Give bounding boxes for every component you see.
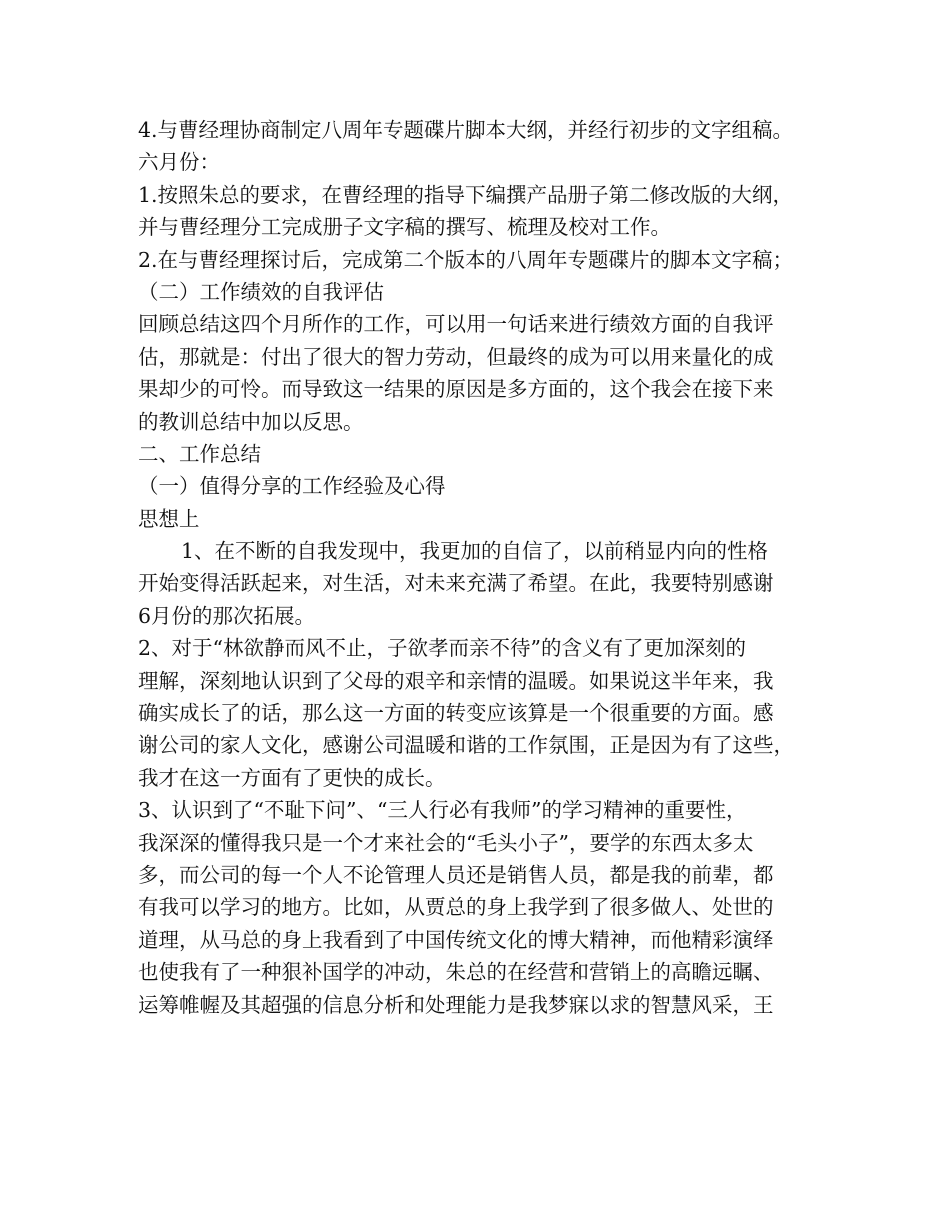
text-line: 理解，深刻地认识到了父母的艰辛和亲情的温暖。如果说这半年来，我 bbox=[138, 668, 774, 693]
text-line: 2.在与曹经理探讨后，完成第二个版本的八周年专题碟片的脚本文字稿； bbox=[138, 247, 794, 272]
text-line: 有我可以学习的地方。比如，从贾总的身上我学到了很多做人、处世的 bbox=[138, 895, 774, 920]
text-line: 开始变得活跃起来，对生活，对未来充满了希望。在此，我要特别感谢 bbox=[138, 571, 774, 596]
text-line: 我才在这一方面有了更快的成长。 bbox=[138, 765, 446, 790]
text-line: 我深深的懂得我只是一个才来社会的“毛头小子”，要学的东西太多太 bbox=[138, 830, 754, 855]
section-heading-june: 六月份： bbox=[138, 150, 220, 175]
text-line: 谢公司的家人文化，感谢公司温暖和谐的工作氛围，正是因为有了这些， bbox=[138, 733, 794, 758]
text-line: 4.与曹经理协商制定八周年专题碟片脚本大纲，并经行初步的文字组稿。 bbox=[138, 118, 794, 142]
text-line: 2、对于“林欲静而风不止，子欲孝而亲不待”的含义有了更加深刻的 bbox=[138, 636, 747, 661]
text-line: 并与曹经理分工完成册子文字稿的撰写、梳理及校对工作。 bbox=[138, 215, 671, 240]
text-line: 运筹帷幄及其超强的信息分析和处理能力是我梦寐以求的智慧风采，王 bbox=[138, 992, 774, 1017]
text-line: 确实成长了的话，那么这一方面的转变应该算是一个很重要的方面。感 bbox=[138, 701, 774, 726]
text-line: 3、认识到了“不耻下问”、“三人行必有我师”的学习精神的重要性， bbox=[138, 798, 747, 823]
text-line: 回顾总结这四个月所作的工作，可以用一句话来进行绩效方面的自我评 bbox=[138, 312, 774, 337]
text-line: 多，而公司的每一个人不论管理人员还是销售人员，都是我的前辈，都 bbox=[138, 862, 774, 887]
subsection-heading: （一）值得分享的工作经验及心得 bbox=[138, 474, 446, 499]
text-line-indented: 1、在不断的自我发现中，我更加的自信了，以前稍显内向的性格 bbox=[181, 539, 769, 564]
text-line: 也使我有了一种狠补国学的冲动，朱总的在经营和营销上的高瞻远瞩、 bbox=[138, 960, 774, 985]
section-heading: 二、工作总结 bbox=[138, 441, 261, 466]
text-line: 果却少的可怜。而导致这一结果的原因是多方面的，这个我会在接下来 bbox=[138, 377, 774, 402]
subsection-heading: （二）工作绩效的自我评估 bbox=[138, 279, 384, 304]
text-line: 估，那就是：付出了很大的智力劳动，但最终的成为可以用来量化的成 bbox=[138, 344, 774, 369]
topic-heading: 思想上 bbox=[138, 506, 200, 531]
text-line: 的教训总结中加以反思。 bbox=[138, 409, 364, 434]
text-line: 道理，从马总的身上我看到了中国传统文化的博大精神，而他精彩演绎 bbox=[138, 927, 774, 952]
text-line: 1.按照朱总的要求，在曹经理的指导下编撰产品册子第二修改版的大纲， bbox=[138, 182, 794, 207]
document-body bbox=[138, 114, 838, 1021]
text-line: 6月份的那次拓展。 bbox=[138, 603, 316, 628]
